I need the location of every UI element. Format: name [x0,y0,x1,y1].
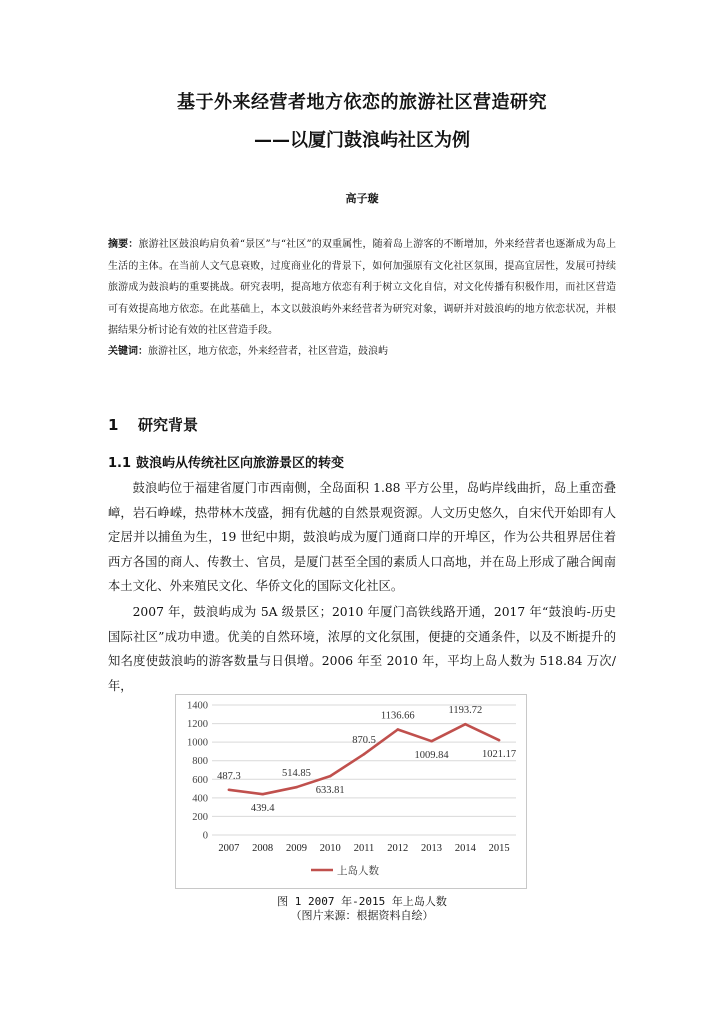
data-label: 514.85 [282,768,311,780]
body-paragraph-1: 鼓浪屿位于福建省厦门市西南侧，全岛面积 1.88 平方公里，岛屿岸线曲折，岛上重峦叠嶂，岩石峥嵘，热带林木茂盛，拥有优越的自然景观资源。人文历史悠久，自宋代开始即有人定居并以捕鱼为生，19 世纪中期，鼓浪屿成为厦门通商口岸的开埠区，作为公共租界居住着西方各国的商人、传教士、官员，是厦门甚至全国的素质人口高地，并在岛上形成了融合闽南本土文化、外来殖民文化、华侨文化的国际文化社区。 [108,481,616,594]
x-tick-label: 2014 [454,843,476,854]
data-point [396,728,399,731]
paper-subtitle: ——以厦门鼓浪屿社区为例 [254,130,470,151]
author: 高子璇 [345,192,379,205]
body-paragraph-2: 2007 年，鼓浪屿成为 5A 级景区；2010 年厦门高铁线路开通，2017 年“鼓浪屿-历史国际社区”成功申遗。优美的自然环境，浓厚的文化氛围，便捷的交通条件，以及不断提升的知名度使鼓浪屿的游客数量与日俱增。2006 年至 2010 年，平均上岛人数为 518.84 万次/年， [108,605,616,693]
y-tick-label: 200 [192,811,208,823]
paper-title: 基于外来经营者地方依恋的旅游社区营造研究 [177,92,547,113]
data-label: 1009.84 [414,750,449,762]
data-label: 487.3 [217,770,241,782]
data-point [295,786,298,789]
abstract [108,234,616,342]
x-tick-label: 2011 [353,843,375,854]
subsection-number: 1.1 [108,456,132,471]
y-tick-label: 600 [192,774,208,786]
y-tick-label: 0 [202,830,208,842]
visitor-line-chart [176,695,526,888]
figure-source: （图片来源：根据资料自绘） [290,909,434,922]
data-label: 1136.66 [380,710,415,722]
data-label: 439.4 [250,803,275,815]
abstract-label: 摘要： [108,239,139,250]
x-tick-label: 2010 [319,843,341,854]
keywords-label: 关键词： [108,346,148,357]
section-number: 1 [108,416,119,434]
x-tick-label: 2012 [387,843,409,854]
data-point [430,740,433,743]
y-tick-label: 400 [192,793,208,805]
x-tick-label: 2007 [218,843,240,854]
y-tick-label: 1200 [187,719,208,731]
x-tick-label: 2015 [488,843,510,854]
section-heading [108,414,198,435]
legend-label: 上岛人数 [337,865,379,877]
data-point [261,793,264,796]
data-label: 1193.72 [448,705,483,717]
subsection-title: 鼓浪屿从传统社区向旅游景区的转变 [136,456,345,471]
keywords-text: 旅游社区，地方依恋，外来经营者，社区营造，鼓浪屿 [148,346,388,357]
data-point [464,723,467,726]
subsection-heading [108,452,344,471]
data-point [363,753,366,756]
abstract-text: 旅游社区鼓浪屿肩负着“景区”与“社区”的双重属性，随着岛上游客的不断增加，外来经营者也逐渐成为岛上生活的主体。在当前人文气息衰败，过度商业化的背景下，如何加强原有文化社区氛围，提高宜居性，发展可持续旅游成为鼓浪屿的重要挑战。研究表明，提高地方依恋有利于树立文化自信，对文化传播有积极作用，而社区营造可有效提高地方依恋。在此基础上，本文以鼓浪屿外来经营者为研究对象，调研并对鼓浪屿的地方依恋状况，并根据结果分析讨论有效的社区营造手段。 [108,239,617,336]
data-label: 1021.17 [482,749,517,761]
y-tick-label: 1400 [187,700,208,712]
data-point [329,775,332,778]
figure-caption: 图 1 2007 年-2015 年上岛人数 [277,895,447,908]
y-tick-label: 1000 [187,737,208,749]
data-point [498,739,501,742]
x-tick-label: 2009 [285,843,307,854]
x-tick-label: 2008 [252,843,274,854]
x-tick-label: 2013 [421,843,443,854]
data-label: 633.81 [315,785,345,797]
keywords [108,342,616,357]
data-point [228,788,231,791]
section-title: 研究背景 [138,416,199,434]
y-tick-label: 800 [192,756,208,768]
data-label: 870.5 [352,735,376,747]
chart-frame [175,694,527,889]
